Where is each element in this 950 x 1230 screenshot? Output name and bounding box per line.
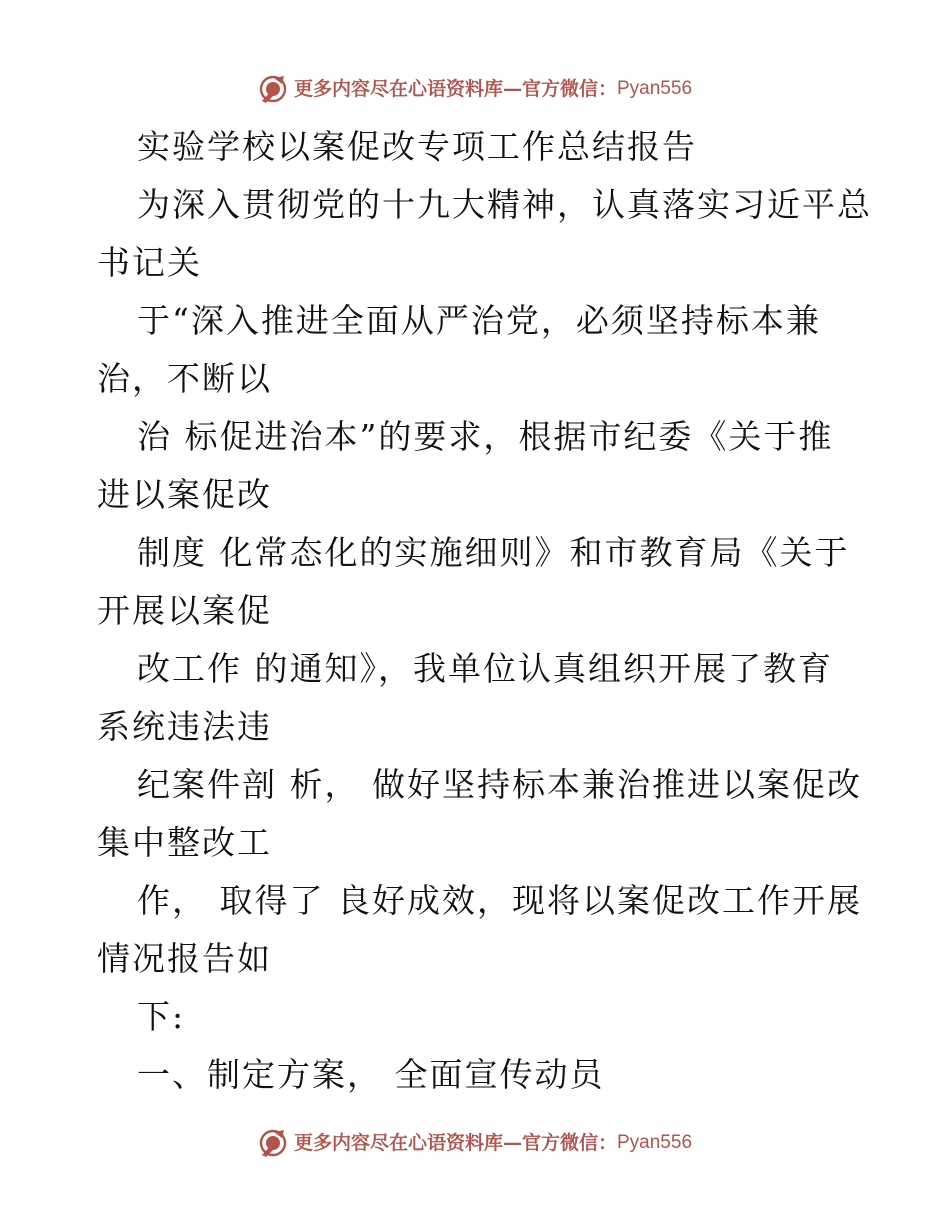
watermark-text: 更多内容尽在心语资料库—官方微信： — [293, 1132, 617, 1154]
document-line: 治，不断以 — [97, 359, 272, 398]
document-line: 一、制定方案， 全面宣传动员 — [137, 1055, 605, 1094]
document-line: 为深入贯彻党的十九大精神，认真落实习近平总 — [137, 185, 872, 224]
document-line: 情况报告如 — [97, 939, 272, 978]
document-line: 书记关 — [97, 243, 202, 282]
document-line: 集中整改工 — [97, 823, 272, 862]
pen-logo-icon — [258, 1128, 288, 1158]
document-line: 纪案件剖 析， 做好坚持标本兼治推进以案促改 — [137, 765, 862, 804]
document-line: 系统违法违 — [97, 707, 272, 746]
document-line: 作， 取得了 良好成效，现将以案促改工作开展 — [137, 881, 862, 920]
header-watermark — [0, 74, 950, 104]
watermark-wechat-id: Pyan556 — [617, 78, 693, 99]
document-line: 制度 化常态化的实施细则》和市教育局《关于 — [137, 533, 850, 572]
document-line: 进以案促改 — [97, 475, 272, 514]
document-line: 治 标促进治本”的要求，根据市纪委《关于推 — [137, 417, 834, 456]
document-line: 实验学校以案促改专项工作总结报告 — [137, 127, 697, 166]
document-body — [97, 118, 872, 1104]
watermark-wechat-id: Pyan556 — [617, 1132, 693, 1153]
document-line: 下: — [137, 997, 186, 1036]
pen-logo-icon — [258, 74, 288, 104]
footer-watermark — [0, 1128, 950, 1158]
watermark-text: 更多内容尽在心语资料库—官方微信： — [293, 78, 617, 100]
document-line: 于“深入推进全面从严治党，必须坚持标本兼 — [137, 301, 821, 340]
document-line: 开展以案促 — [97, 591, 272, 630]
document-line: 改工作 的通知》，我单位认真组织开展了教育 — [137, 649, 833, 688]
